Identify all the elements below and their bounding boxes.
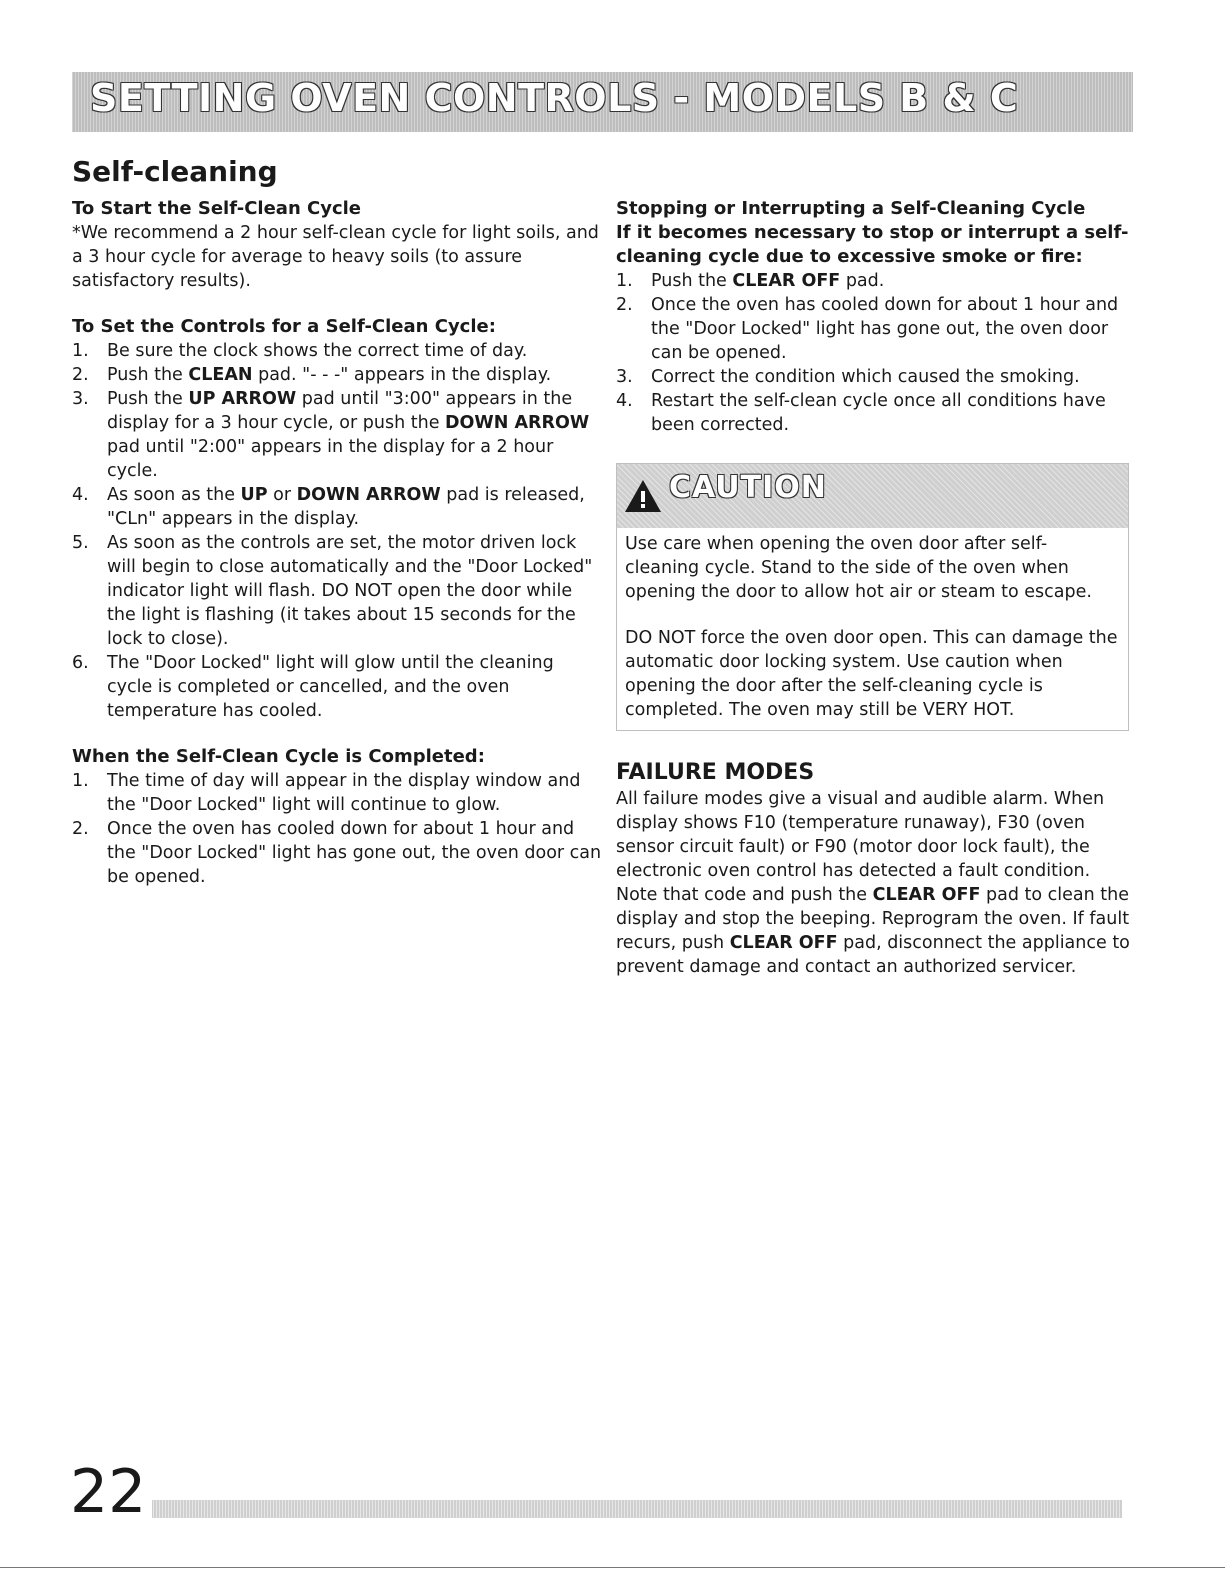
stopping-heading: Stopping or Interrupting a Self-Cleaning Cycle <box>616 198 1086 219</box>
list-item-number: 2. <box>72 819 89 839</box>
bold-pad-label: DOWN ARROW <box>296 485 441 505</box>
list-item <box>72 483 602 531</box>
footer-band <box>72 1500 1122 1518</box>
text-run: pad until "2:00" appears in the display for a 2 hour cycle. <box>107 437 554 481</box>
text-run: pad. <box>840 271 885 291</box>
list-item <box>72 651 602 723</box>
list-item-number: 5. <box>72 533 89 553</box>
page-number: 22 <box>70 1462 152 1522</box>
failure-modes-text <box>616 787 1131 979</box>
text-run: pad. "- - -" appears in the display. <box>252 365 552 385</box>
set-controls-heading: To Set the Controls for a Self-Clean Cycle: <box>72 316 496 337</box>
text-run: Push the <box>651 271 733 291</box>
list-item <box>616 293 1131 365</box>
text-run: pad until "3:00" appears in the display for a 3 hour cycle, or push the <box>107 389 573 433</box>
right-column <box>616 197 1131 979</box>
completed-steps <box>72 769 602 889</box>
list-item <box>72 387 602 483</box>
bold-pad-label: CLEAN <box>188 365 253 385</box>
bold-pad-label: CLEAR OFF <box>872 885 981 905</box>
text-run: All failure modes give a visual and audible alarm. When display shows F10 (temperature runaway), F30 (oven sensor circuit fault) or F90 (motor door lock fault), the electronic oven control has detected a fault condition. Note that code and push the <box>616 789 1105 905</box>
list-item <box>72 817 602 889</box>
banner-title: SETTING OVEN CONTROLS - MODELS B & C <box>90 76 1019 120</box>
caution-header <box>617 464 1128 528</box>
stopping-subheading: If it becomes necessary to stop or interrupt a self-cleaning cycle due to excessive smoke or fire: <box>616 222 1129 267</box>
stopping-steps <box>616 269 1131 437</box>
caution-label: CAUTION <box>669 470 827 505</box>
list-item <box>72 531 602 651</box>
list-item <box>616 389 1131 437</box>
text-run: pad to clean the display and stop the beeping. Reprogram the oven. If fault recurs, push <box>616 885 1130 953</box>
start-heading: To Start the Self-Clean Cycle <box>72 198 362 219</box>
text-run: Once the oven has cooled down for about 1 hour and the "Door Locked" light has gone out, the oven door can be opened. <box>651 295 1119 363</box>
list-item-number: 1. <box>72 341 89 361</box>
list-item-number: 6. <box>72 653 89 673</box>
start-text: *We recommend a 2 hour self-clean cycle for light soils, and a 3 hour cycle for average to heavy soils (to assure satisfactory results). <box>72 223 599 291</box>
text-run: pad is released, "CLn" appears in the display. <box>107 485 585 529</box>
section-title: Self-cleaning <box>72 155 278 188</box>
list-item <box>616 269 1131 293</box>
warning-triangle-icon <box>623 478 663 514</box>
list-item-number: 4. <box>72 485 89 505</box>
list-item <box>72 363 602 387</box>
text-run: Correct the condition which caused the smoking. <box>651 367 1080 387</box>
list-item-number: 1. <box>616 271 633 291</box>
caution-box <box>616 463 1129 731</box>
text-run: Push the <box>107 365 189 385</box>
list-item <box>72 769 602 817</box>
list-item-number: 2. <box>72 365 89 385</box>
caution-body <box>617 528 1128 722</box>
completed-heading: When the Self-Clean Cycle is Completed: <box>72 746 485 767</box>
caution-paragraph-2: DO NOT force the oven door open. This can damage the automatic door locking system. Use caution when opening the door after the self-cleaning cycle is completed. The oven may still be VERY HOT. <box>625 628 1118 720</box>
page-banner <box>72 72 1133 132</box>
text-run: Once the oven has cooled down for about 1 hour and the "Door Locked" light has gone out, the oven door can be opened. <box>107 819 602 887</box>
bold-pad-label: UP ARROW <box>188 389 297 409</box>
left-column <box>72 197 602 889</box>
list-item-number: 4. <box>616 391 633 411</box>
text-run: Restart the self-clean cycle once all conditions have been corrected. <box>651 391 1106 435</box>
text-run: Push the <box>107 389 189 409</box>
bold-pad-label: CLEAR OFF <box>729 933 838 953</box>
text-run: The time of day will appear in the display window and the "Door Locked" light will continue to glow. <box>107 771 581 815</box>
bold-pad-label: DOWN ARROW <box>445 413 590 433</box>
bold-pad-label: UP <box>240 485 268 505</box>
set-controls-steps <box>72 339 602 723</box>
list-item-number: 1. <box>72 771 89 791</box>
list-item-number: 2. <box>616 295 633 315</box>
list-item-number: 3. <box>72 389 89 409</box>
text-run: pad, disconnect the appliance to prevent damage and contact an authorized servicer. <box>616 933 1130 977</box>
text-run: Be sure the clock shows the correct time of day. <box>107 341 528 361</box>
failure-modes-heading: FAILURE MODES <box>616 760 815 785</box>
bottom-rule <box>0 1567 1225 1568</box>
list-item-number: 3. <box>616 367 633 387</box>
text-run: The "Door Locked" light will glow until the cleaning cycle is completed or cancelled, and the oven temperature has cooled. <box>107 653 554 721</box>
caution-paragraph-1: Use care when opening the oven door after self-cleaning cycle. Stand to the side of the oven when opening the door to allow hot air or steam to escape. <box>625 534 1092 602</box>
text-run: or <box>267 485 297 505</box>
bold-pad-label: CLEAR OFF <box>732 271 841 291</box>
list-item <box>616 365 1131 389</box>
text-run: As soon as the controls are set, the motor driven lock will begin to close automatically and the "Door Locked" indicator light will flash. DO NOT open the door while the light is flashing (it takes about 15 seconds for the lock to close). <box>107 533 593 649</box>
list-item <box>72 339 602 363</box>
text-run: As soon as the <box>107 485 241 505</box>
